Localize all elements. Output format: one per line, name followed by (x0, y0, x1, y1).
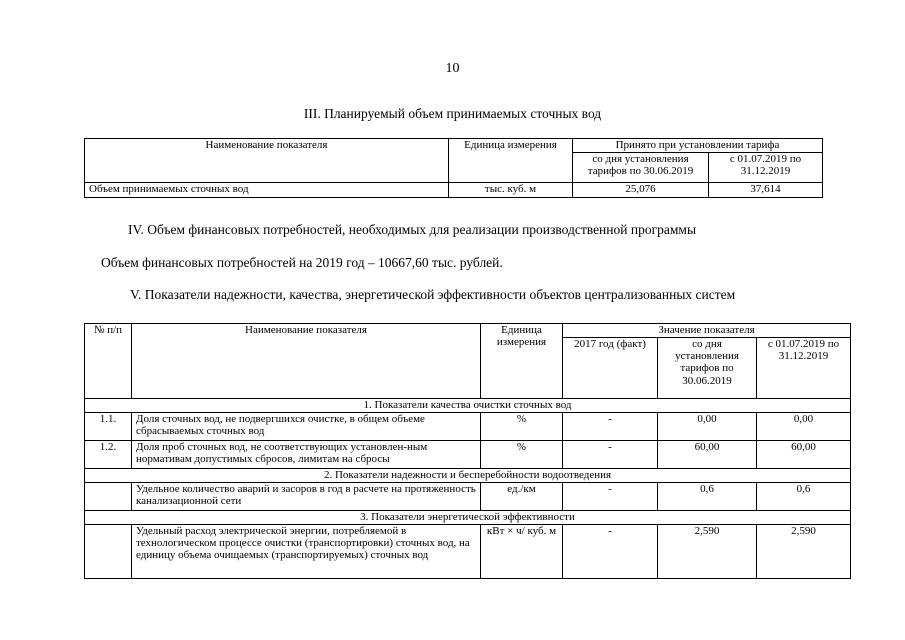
row-number: 1.2. (85, 441, 132, 469)
header-number: № п/п (85, 324, 132, 399)
row-value-2: 0,00 (757, 413, 851, 441)
table-row (85, 183, 823, 198)
row-value-2: 0,6 (757, 483, 851, 511)
header-period-1: со дня установления тарифов по 30.06.2019 (573, 153, 709, 183)
header-values: Значение показателя (563, 324, 851, 338)
row-value-2: 2,590 (757, 525, 851, 579)
table-row (85, 525, 851, 579)
row-value-2017: - (563, 413, 658, 441)
row-unit: тыс. куб. м (449, 183, 573, 198)
header-period-2: с 01.07.2019 по 31.12.2019 (709, 153, 823, 183)
financial-needs-text: Объем финансовых потребностей на 2019 год – 10667,60 тыс. рублей. (101, 255, 503, 270)
row-value-2017: - (563, 483, 658, 511)
row-value-2017: - (563, 525, 658, 579)
section-3-title: III. Планируемый объем принимаемых сточных вод (303, 106, 602, 121)
header-unit: Единица измерения (481, 324, 563, 399)
row-name: Доля сточных вод, не подвергшихся очистке, в общем объеме сбрасываемых сточных вод (132, 413, 481, 441)
section-4-title: IV. Объем финансовых потребностей, необходимых для реализации производственной программы (128, 222, 697, 237)
row-unit: % (481, 413, 563, 441)
row-value-1: 60,00 (658, 441, 757, 469)
row-name: Удельный расход электрической энергии, потребляемой в технологическом процессе очистки (транспортировки) сточных вод, на единицу объема очищаемых (транспортируемых) сточных вод (132, 525, 481, 579)
row-value-2017: - (563, 441, 658, 469)
wastewater-volume-table (84, 138, 823, 198)
row-unit: ед./км (481, 483, 563, 511)
header-2017: 2017 год (факт) (563, 338, 658, 399)
group-reliability: 2. Показатели надежности и бесперебойности водоотведения (85, 469, 851, 483)
row-number (85, 525, 132, 579)
table-row (85, 413, 851, 441)
group-energy: 3. Показатели энергетической эффективности (85, 511, 851, 525)
section-5-title: V. Показатели надежности, качества, энергетической эффективности объектов централизованных систем (130, 287, 736, 302)
group-quality: 1. Показатели качества очистки сточных вод (85, 399, 851, 413)
row-value-1: 25,076 (573, 183, 709, 198)
row-number (85, 483, 132, 511)
header-period-2: с 01.07.2019 по 31.12.2019 (757, 338, 851, 399)
row-unit: кВт × ч/ куб. м (481, 525, 563, 579)
header-period-1: со дня установления тарифов по 30.06.2019 (658, 338, 757, 399)
row-value-1: 0,00 (658, 413, 757, 441)
reliability-indicators-table (84, 323, 851, 579)
row-value-2: 37,614 (709, 183, 823, 198)
header-unit: Единица измерения (449, 139, 573, 183)
header-name: Наименование показателя (132, 324, 481, 399)
row-value-1: 2,590 (658, 525, 757, 579)
row-value-1: 0,6 (658, 483, 757, 511)
header-accepted: Принято при установлении тарифа (573, 139, 823, 153)
row-name: Доля проб сточных вод, не соответствующих установлен-ным нормативам допустимых сбросов, лимитам на сбросы (132, 441, 481, 469)
header-name: Наименование показателя (85, 139, 449, 183)
row-name: Объем принимаемых сточных вод (85, 183, 449, 198)
row-number: 1.1. (85, 413, 132, 441)
table-row (85, 441, 851, 469)
row-value-2: 60,00 (757, 441, 851, 469)
row-unit: % (481, 441, 563, 469)
table-row (85, 483, 851, 511)
page-number: 10 (445, 61, 460, 76)
row-name: Удельное количество аварий и засоров в год в расчете на протяженность канализационной сети (132, 483, 481, 511)
